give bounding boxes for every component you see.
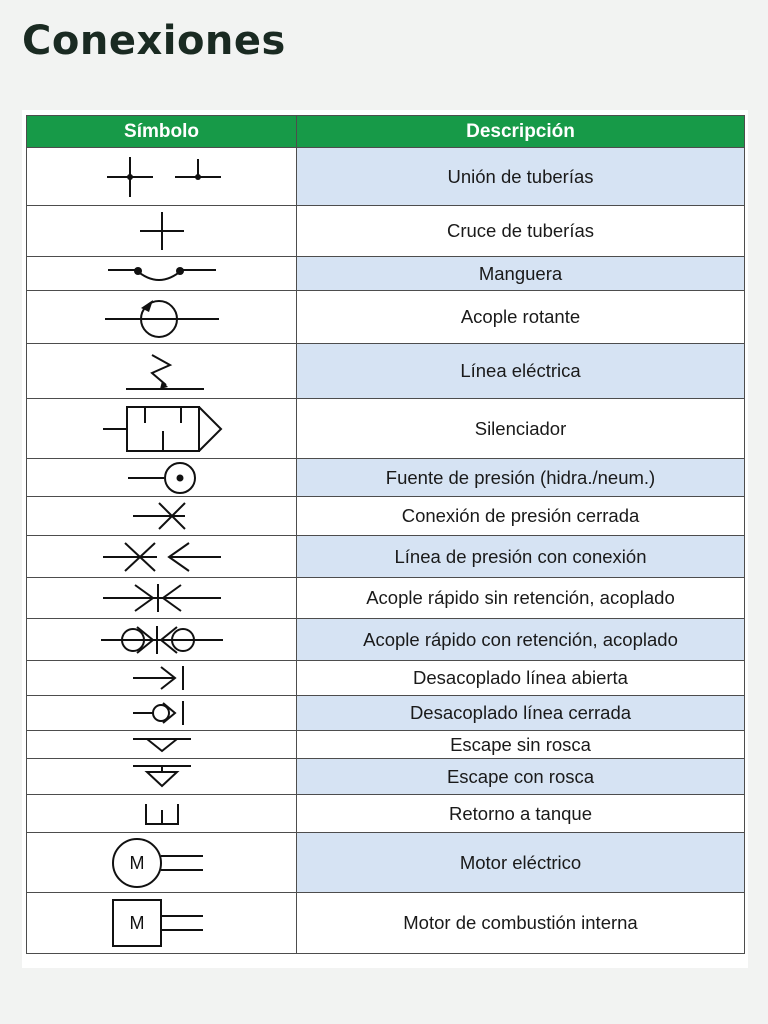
symbol-cell (27, 344, 297, 399)
table-row (27, 497, 745, 536)
description-cell: Conexión de presión cerrada (297, 497, 745, 536)
symbol-cell (27, 291, 297, 344)
table-row (27, 578, 745, 619)
table-row (27, 661, 745, 696)
table-row (27, 399, 745, 459)
tank-return-icon (27, 798, 296, 830)
description-cell: Retorno a tanque (297, 795, 745, 833)
electric-line-icon (27, 347, 296, 395)
description-cell: Manguera (297, 257, 745, 291)
table-row (27, 619, 745, 661)
table-row (27, 759, 745, 795)
description-cell: Escape con rosca (297, 759, 745, 795)
motor-letter: M (129, 913, 144, 933)
description-cell: Escape sin rosca (297, 731, 745, 759)
uncoupled-closed-line-icon (27, 698, 296, 728)
table-row (27, 291, 745, 344)
hose-icon (27, 260, 296, 288)
table-row (27, 148, 745, 206)
quick-coupling-no-check-icon (27, 581, 296, 615)
combustion-motor-icon (27, 896, 296, 950)
table-row (27, 257, 745, 291)
description-cell: Motor eléctrico (297, 833, 745, 893)
table-row (27, 731, 745, 759)
description-cell: Desacoplado línea cerrada (297, 696, 745, 731)
motor-letter: M (129, 852, 144, 873)
symbol-cell (27, 833, 297, 893)
description-cell: Acople rotante (297, 291, 745, 344)
closed-pressure-connection-icon (27, 499, 296, 533)
table-row (27, 344, 745, 399)
symbol-cell (27, 206, 297, 257)
symbol-cell (27, 893, 297, 954)
symbol-cell (27, 399, 297, 459)
symbol-cell (27, 257, 297, 291)
header-symbol: Símbolo (27, 116, 297, 148)
quick-coupling-check-icon (27, 623, 296, 657)
description-cell: Línea eléctrica (297, 344, 745, 399)
description-cell: Motor de combustión interna (297, 893, 745, 954)
symbol-cell (27, 661, 297, 696)
description-cell: Unión de tuberías (297, 148, 745, 206)
table-row (27, 536, 745, 578)
pressure-line-connection-icon (27, 539, 296, 575)
exhaust-no-thread-icon (27, 735, 296, 755)
description-cell: Acople rápido sin retención, acoplado (297, 578, 745, 619)
symbol-cell (27, 578, 297, 619)
electric-motor-icon (27, 836, 296, 890)
description-cell: Línea de presión con conexión (297, 536, 745, 578)
description-cell: Desacoplado línea abierta (297, 661, 745, 696)
symbol-cell (27, 696, 297, 731)
symbol-cell (27, 795, 297, 833)
rotary-coupling-icon (27, 294, 296, 340)
symbol-cell (27, 619, 297, 661)
symbol-cell (27, 497, 297, 536)
pressure-source-icon (27, 461, 296, 495)
table-row (27, 459, 745, 497)
pipe-crossing-icon (27, 208, 296, 254)
table-row (27, 696, 745, 731)
table-header-row (27, 116, 745, 148)
symbol-cell (27, 731, 297, 759)
table-row (27, 206, 745, 257)
table-row (27, 833, 745, 893)
description-cell: Cruce de tuberías (297, 206, 745, 257)
description-cell: Fuente de presión (hidra./neum.) (297, 459, 745, 497)
page-title: Conexiones (22, 18, 286, 64)
header-description: Descripción (297, 116, 745, 148)
symbol-cell (27, 759, 297, 795)
table-row (27, 893, 745, 954)
symbol-cell (27, 459, 297, 497)
table-row (27, 795, 745, 833)
pipe-junction-icon (27, 153, 296, 201)
symbol-cell (27, 536, 297, 578)
symbol-cell (27, 148, 297, 206)
uncoupled-open-line-icon (27, 663, 296, 693)
description-cell: Silenciador (297, 399, 745, 459)
silencer-icon (27, 401, 296, 457)
symbols-table (26, 115, 745, 954)
exhaust-thread-icon (27, 762, 296, 792)
description-cell: Acople rápido con retención, acoplado (297, 619, 745, 661)
